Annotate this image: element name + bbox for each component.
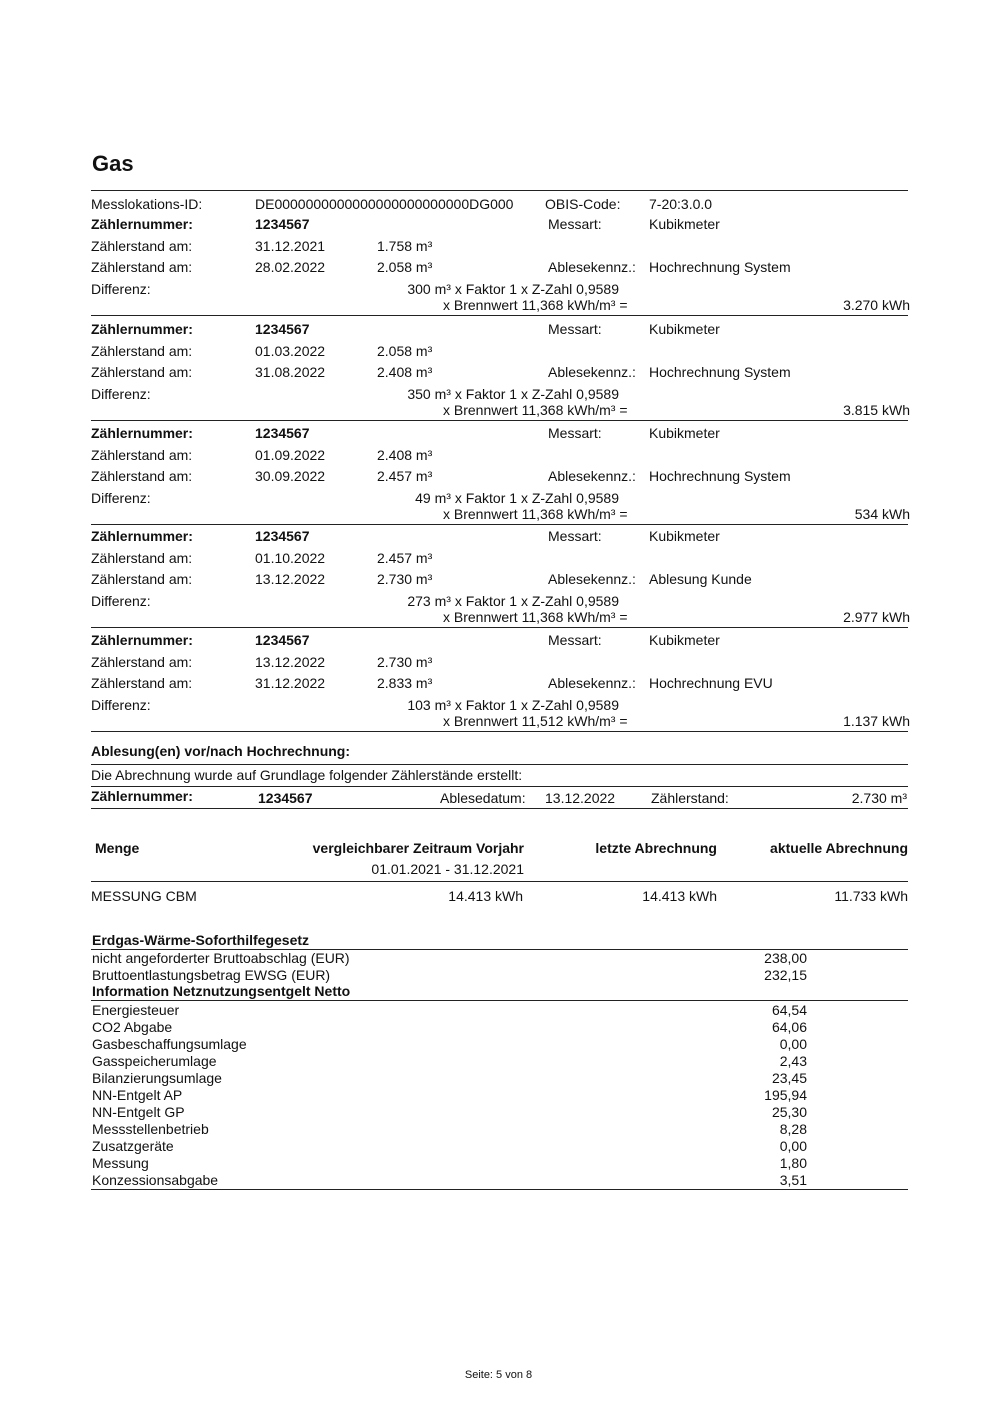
zaehlerstand-date: 13.12.2022 (255, 654, 326, 670)
zaehlerstand-date: 01.03.2022 (255, 343, 326, 359)
col-header-letzte: letzte Abrechnung (595, 840, 717, 856)
list-item-label: CO2 Abgabe (92, 1019, 173, 1035)
zaehlerstand-date: 28.02.2022 (255, 259, 326, 275)
differenz-brennwert: x Brennwert 11,368 kWh/m³ = (443, 506, 628, 522)
col-header-menge: Menge (95, 840, 140, 856)
row-label: MESSUNG CBM (91, 888, 197, 904)
differenz-calculation: 350 m³ x Faktor 1 x Z-Zahl 0,9589 (407, 386, 619, 402)
zaehlerstand-value: 2.457 m³ (377, 550, 433, 566)
divider (91, 420, 908, 421)
ablesekennz-label: Ablesekennz.: (548, 259, 636, 275)
ablesung-note: Die Abrechnung wurde auf Grundlage folgender Zählerstände erstellt: (91, 767, 523, 783)
ablesung-zaehlernummer-value: 1234567 (258, 790, 313, 806)
zaehlerstand-value: 2.833 m³ (377, 675, 433, 691)
messart-value: Kubikmeter (649, 425, 720, 441)
obis-label: OBIS-Code: (545, 196, 621, 212)
list-item-value: 8,28 (779, 1121, 807, 1137)
zaehlerstand-date: 01.10.2022 (255, 550, 326, 566)
zaehlerstand-date: 31.12.2021 (255, 238, 326, 254)
messlokation-value: DE0000000000000000000000000DG000 (255, 196, 514, 212)
zaehlerstand-value: 1.758 m³ (377, 238, 433, 254)
list-item-value: 25,30 (771, 1104, 807, 1120)
differenz-calculation: 273 m³ x Faktor 1 x Z-Zahl 0,9589 (407, 593, 619, 609)
differenz-result: 3.270 kWh (843, 297, 910, 313)
ablesung-heading: Ablesung(en) vor/nach Hochrechnung: (91, 743, 351, 759)
ablesekennz-value: Hochrechnung EVU (649, 675, 773, 691)
zaehlerstand-value: 2.730 m³ (851, 790, 907, 806)
list-item-value: 23,45 (771, 1070, 807, 1086)
zaehlerstand-label: Zählerstand am: (91, 238, 193, 254)
zaehlerstand-date: 31.12.2022 (255, 675, 326, 691)
netz-heading: Information Netznutzungsentgelt Netto (92, 983, 351, 999)
list-item-label: Gasbeschaffungsumlage (92, 1036, 247, 1052)
ablesedatum-label: Ablesedatum: (440, 790, 526, 806)
list-item-label: Messung (92, 1155, 149, 1171)
divider (91, 881, 908, 882)
row-letzte: 14.413 kWh (642, 888, 717, 904)
zaehlernummer-value: 1234567 (255, 528, 310, 544)
zaehlerstand-value: 2.457 m³ (377, 468, 433, 484)
divider (91, 315, 908, 316)
differenz-label: Differenz: (91, 490, 151, 506)
divider (91, 808, 908, 809)
differenz-result: 3.815 kWh (843, 402, 910, 418)
messart-label: Messart: (548, 321, 602, 337)
differenz-brennwert: x Brennwert 11,512 kWh/m³ = (443, 713, 628, 729)
zaehlernummer-value: 1234567 (255, 321, 310, 337)
list-item-label: Messstellenbetrieb (92, 1121, 209, 1137)
list-item-label: Bilanzierungsumlage (92, 1070, 222, 1086)
messart-label: Messart: (548, 632, 602, 648)
differenz-brennwert: x Brennwert 11,368 kWh/m³ = (443, 609, 628, 625)
col-header-aktuelle: aktuelle Abrechnung (770, 840, 908, 856)
list-item-value: 0,00 (779, 1138, 807, 1154)
list-item-label: Gasspeicherumlage (92, 1053, 217, 1069)
list-item-label: NN-Entgelt AP (92, 1087, 183, 1103)
ablesekennz-label: Ablesekennz.: (548, 675, 636, 691)
divider (91, 731, 908, 732)
divider (91, 524, 908, 525)
zaehlernummer-value: 1234567 (255, 632, 310, 648)
list-item-value: 0,00 (779, 1036, 807, 1052)
differenz-result: 534 kWh (854, 506, 910, 522)
list-item-label: NN-Entgelt GP (92, 1104, 185, 1120)
messlokation-label: Messlokations-ID: (91, 196, 203, 212)
list-item-value: 64,54 (771, 1002, 807, 1018)
differenz-brennwert: x Brennwert 11,368 kWh/m³ = (443, 402, 628, 418)
ablesekennz-value: Hochrechnung System (649, 364, 791, 380)
ablesung-zaehlernummer-label: Zählernummer: (91, 788, 193, 804)
zaehlerstand-label: Zählerstand am: (91, 447, 193, 463)
differenz-label: Differenz: (91, 386, 151, 402)
list-item-label: nicht angeforderter Bruttoabschlag (EUR) (92, 950, 350, 966)
zaehlerstand-value: 2.408 m³ (377, 364, 433, 380)
zaehlernummer-label: Zählernummer: (91, 321, 193, 337)
page-footer: Seite: 5 von 8 (464, 1369, 533, 1381)
zaehlernummer-value: 1234567 (255, 425, 310, 441)
list-item-value: 2,43 (779, 1053, 807, 1069)
zaehlerstand-value: 2.730 m³ (377, 654, 433, 670)
zaehlerstand-value: 2.408 m³ (377, 447, 433, 463)
zaehlernummer-value: 1234567 (255, 216, 310, 232)
zaehlerstand-label: Zählerstand am: (91, 654, 193, 670)
zaehlerstand-label: Zählerstand am: (91, 259, 193, 275)
zaehlerstand-value: 2.058 m³ (377, 259, 433, 275)
zaehlerstand-label: Zählerstand am: (91, 675, 193, 691)
messart-value: Kubikmeter (649, 216, 720, 232)
ablesekennz-label: Ablesekennz.: (548, 364, 636, 380)
list-item-label: Energiesteuer (92, 1002, 180, 1018)
zaehlerstand-label: Zählerstand am: (91, 571, 193, 587)
ablesekennz-value: Hochrechnung System (649, 468, 791, 484)
messart-value: Kubikmeter (649, 321, 720, 337)
differenz-brennwert: x Brennwert 11,368 kWh/m³ = (443, 297, 628, 313)
page-title: Gas (92, 151, 134, 176)
list-item-value: 232,15 (764, 967, 807, 983)
list-item-value: 3,51 (779, 1172, 807, 1188)
zaehlerstand-label: Zählerstand: (651, 790, 729, 806)
ewsg-heading: Erdgas-Wärme-Soforthilfegesetz (92, 932, 310, 948)
list-item-label: Zusatzgeräte (92, 1138, 174, 1154)
messart-label: Messart: (548, 528, 602, 544)
messart-value: Kubikmeter (649, 528, 720, 544)
zaehlerstand-label: Zählerstand am: (91, 468, 193, 484)
divider (91, 764, 908, 765)
zaehlernummer-label: Zählernummer: (91, 632, 193, 648)
zaehlerstand-label: Zählerstand am: (91, 364, 193, 380)
zaehlerstand-date: 01.09.2022 (255, 447, 326, 463)
differenz-calculation: 300 m³ x Faktor 1 x Z-Zahl 0,9589 (407, 281, 619, 297)
ablesekennz-label: Ablesekennz.: (548, 468, 636, 484)
divider (91, 1189, 908, 1190)
list-item-label: Konzessionsabgabe (92, 1172, 219, 1188)
zaehlerstand-value: 2.730 m³ (377, 571, 433, 587)
divider (91, 1000, 908, 1001)
col-header-vorjahr: vergleichbarer Zeitraum Vorjahr (312, 840, 524, 856)
obis-value: 7-20:3.0.0 (649, 196, 713, 212)
zaehlerstand-date: 13.12.2022 (255, 571, 326, 587)
zaehlerstand-value: 2.058 m³ (377, 343, 433, 359)
ablesekennz-label: Ablesekennz.: (548, 571, 636, 587)
zaehlernummer-label: Zählernummer: (91, 216, 193, 232)
divider (91, 786, 908, 787)
list-item-value: 1,80 (779, 1155, 807, 1171)
list-item-label: Bruttoentlastungsbetrag EWSG (EUR) (92, 967, 331, 983)
messart-label: Messart: (548, 425, 602, 441)
zaehlerstand-label: Zählerstand am: (91, 343, 193, 359)
zaehlernummer-label: Zählernummer: (91, 528, 193, 544)
differenz-result: 1.137 kWh (843, 713, 910, 729)
divider (91, 627, 908, 628)
differenz-label: Differenz: (91, 281, 151, 297)
zaehlerstand-date: 31.08.2022 (255, 364, 326, 380)
list-item-value: 64,06 (771, 1019, 807, 1035)
differenz-result: 2.977 kWh (843, 609, 910, 625)
row-aktuelle: 11.733 kWh (834, 888, 908, 904)
ablesekennz-value: Hochrechnung System (649, 259, 791, 275)
ablesedatum-value: 13.12.2022 (545, 790, 616, 806)
messart-label: Messart: (548, 216, 602, 232)
messart-value: Kubikmeter (649, 632, 720, 648)
differenz-calculation: 103 m³ x Faktor 1 x Z-Zahl 0,9589 (407, 697, 619, 713)
zaehlernummer-label: Zählernummer: (91, 425, 193, 441)
divider (91, 190, 908, 191)
list-item-value: 195,94 (764, 1087, 807, 1103)
differenz-label: Differenz: (91, 697, 151, 713)
list-item-value: 238,00 (764, 950, 807, 966)
row-vorjahr: 14.413 kWh (448, 888, 523, 904)
differenz-label: Differenz: (91, 593, 151, 609)
differenz-calculation: 49 m³ x Faktor 1 x Z-Zahl 0,9589 (415, 490, 619, 506)
col-header-vorjahr-period: 01.01.2021 - 31.12.2021 (371, 861, 524, 877)
zaehlerstand-label: Zählerstand am: (91, 550, 193, 566)
ablesekennz-value: Ablesung Kunde (649, 571, 752, 587)
zaehlerstand-date: 30.09.2022 (255, 468, 326, 484)
